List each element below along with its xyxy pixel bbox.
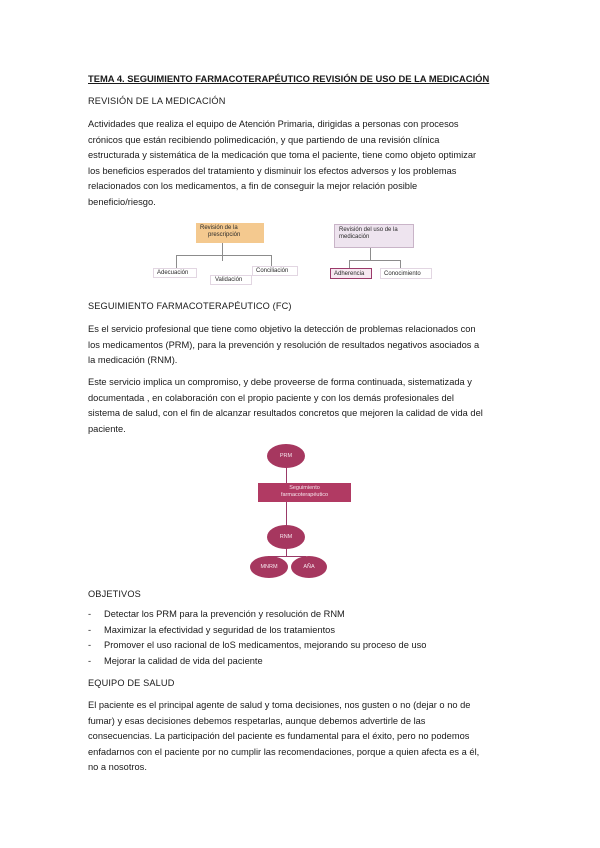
text-line: Es el servicio profesional que tiene como objetivo la detección de problemas relacionados con — [88, 324, 476, 334]
connector — [222, 243, 223, 261]
text-line: beneficio/riesgo. — [88, 196, 156, 207]
text-line: consecuencias. La participación del paciente es fundamental para el éxito, pero no podemos — [88, 731, 470, 742]
node-revision-uso: Revisión del uso de la medicación — [334, 224, 414, 248]
list-item: - Mejorar la calidad de vida del paciente — [88, 655, 263, 666]
text-line: estructurada y sistemática de la medicación que toma el paciente, tiene como objeto optimizar — [88, 150, 477, 161]
text-line: Este servicio implica un compromiso, y debe proveerse de forma continuada, sistematizada y — [88, 377, 472, 387]
node-revision-prescripcion: Revisión de la prescripción — [196, 223, 264, 243]
text-line: enfadarnos con el paciente por no cumplir las recomendaciones, porque a quien afecta es a él, — [88, 746, 480, 757]
list-item: - Detectar los PRM para la prevención y resolución de RNM — [88, 609, 345, 619]
list-item: - Promover el uso racional de loS medicamentos, mejorando su proceso de uso — [88, 640, 427, 650]
node-conocimiento: Conocimiento — [380, 268, 432, 279]
page-title: TEMA 4. SEGUIMIENTO FARMACOTERAPÉUTICO REVISIÓN DE USO DE LA MEDICACIÓN — [88, 73, 490, 84]
connector — [271, 255, 272, 266]
node-mnrm: MNRM — [250, 556, 288, 578]
paragraph-equipo — [88, 698, 516, 776]
node-seguimiento-banner: Seguimiento farmacoterapéutico — [258, 483, 351, 502]
node-rnm: RNM — [267, 525, 305, 549]
text-line: no a nosotros. — [88, 762, 147, 773]
section-heading-revision: REVISIÓN DE LA MEDICACIÓN — [88, 96, 226, 106]
node-adherencia: Adherencia — [330, 268, 372, 279]
paragraph-revision — [88, 117, 516, 211]
section-heading-seguimiento: SEGUIMIENTO FARMACOTERAPÉUTICO (FC) — [88, 301, 292, 311]
connector — [286, 502, 287, 527]
connector — [400, 260, 401, 268]
connector — [349, 260, 401, 261]
text-line: los beneficios esperados del tratamiento y disminuir los efectos adversos y los problemas — [88, 165, 457, 176]
list-item: - Maximizar la efectividad y seguridad de los tratamientos — [88, 624, 335, 635]
connector — [176, 255, 177, 268]
node-prm: PRM — [267, 444, 305, 468]
node-conciliacion: Conciliación — [252, 266, 298, 276]
text-line: documentada , en colaboración con el propio paciente y con los demás profesionales del — [88, 392, 454, 403]
text-line: relacionados con los medicamentos, a fin de conseguir la mejor relación posible — [88, 181, 418, 192]
section-heading-objetivos: OBJETIVOS — [88, 589, 141, 599]
text-line: la medicación (RNM). — [88, 355, 178, 366]
text-line: fumar) y esas decisiones debemos respetarlas, aunque debemos advertirle de las — [88, 715, 426, 726]
node-adecuacion: Adecuación — [153, 268, 197, 278]
text-line: Actividades que realiza el equipo de Atención Primaria, dirigidas a personas con procesos — [88, 119, 459, 129]
connector — [286, 467, 287, 483]
text-line: los medicamentos (PRM), para la prevención y resolución de resultados negativos asociados a — [88, 339, 480, 350]
paragraph-seguimiento-1 — [88, 322, 516, 369]
text-line: paciente. — [88, 423, 126, 434]
node-validacion: Validación — [210, 275, 252, 285]
connector — [349, 260, 350, 268]
connector — [286, 548, 287, 556]
text-line: El paciente es el principal agente de salud y toma decisiones, nos gusten o no (dejar o no de — [88, 700, 471, 710]
section-heading-equipo: EQUIPO DE SALUD — [88, 678, 175, 688]
text-line: sistema de salud, con el fin de alcanzar resultados concretos que mejoren la calidad de vida del — [88, 408, 483, 419]
paragraph-seguimiento-2 — [88, 375, 516, 437]
text-line: crónicos que están recibiendo polimedicación, y que partiendo de una revisión clínica — [88, 134, 440, 145]
connector — [176, 255, 272, 256]
node-ana: AÑA — [291, 556, 327, 578]
objetivos-list — [88, 607, 516, 669]
connector — [370, 248, 371, 260]
